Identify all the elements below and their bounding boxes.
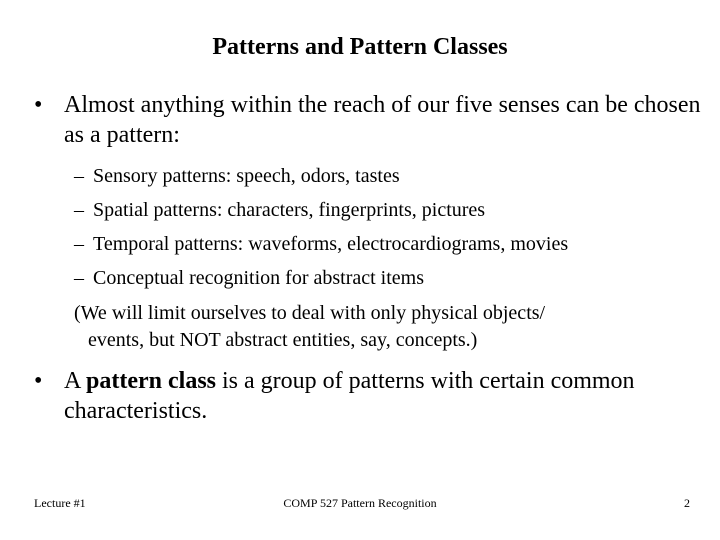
- sub-item-text: Sensory patterns: speech, odors, tastes: [93, 165, 400, 187]
- bullet-item: [34, 90, 704, 150]
- scope-note-line2: events, but NOT abstract entities, say, concepts.): [88, 329, 478, 351]
- dash-marker: –: [74, 199, 84, 221]
- sub-item: [74, 266, 694, 290]
- bullet-marker: •: [34, 92, 43, 118]
- bullet-text-suffix: is a group of patterns with certain common characteristics.: [64, 368, 635, 424]
- sub-item: [74, 232, 694, 256]
- bullet-text: [34, 366, 704, 426]
- dash-marker: –: [74, 233, 84, 255]
- footer-lecture: Lecture #1: [34, 496, 86, 510]
- bullet-marker: •: [34, 368, 43, 394]
- bullet-text-prefix: A: [64, 368, 87, 394]
- pattern-class-term: pattern class: [86, 368, 216, 394]
- sub-item: [74, 198, 694, 222]
- sub-item-text: Conceptual recognition for abstract items: [93, 267, 425, 289]
- sub-item-text: Spatial patterns: characters, fingerprints, pictures: [93, 199, 486, 221]
- bullet-text: Almost anything within the reach of our five senses can be chosen as a pattern:: [64, 92, 701, 148]
- page-number: 2: [684, 496, 690, 510]
- dash-marker: –: [74, 267, 84, 289]
- sub-item-text: Temporal patterns: waveforms, electrocardiograms, movies: [93, 233, 569, 255]
- slide-title: Patterns and Pattern Classes: [212, 34, 508, 60]
- sub-item: [74, 164, 694, 188]
- bullet-item: [34, 366, 704, 426]
- scope-note: [74, 300, 674, 354]
- dash-marker: –: [74, 165, 84, 187]
- scope-note-line1: (We will limit ourselves to deal with only physical objects/: [74, 302, 546, 324]
- footer-course: COMP 527 Pattern Recognition: [283, 496, 437, 510]
